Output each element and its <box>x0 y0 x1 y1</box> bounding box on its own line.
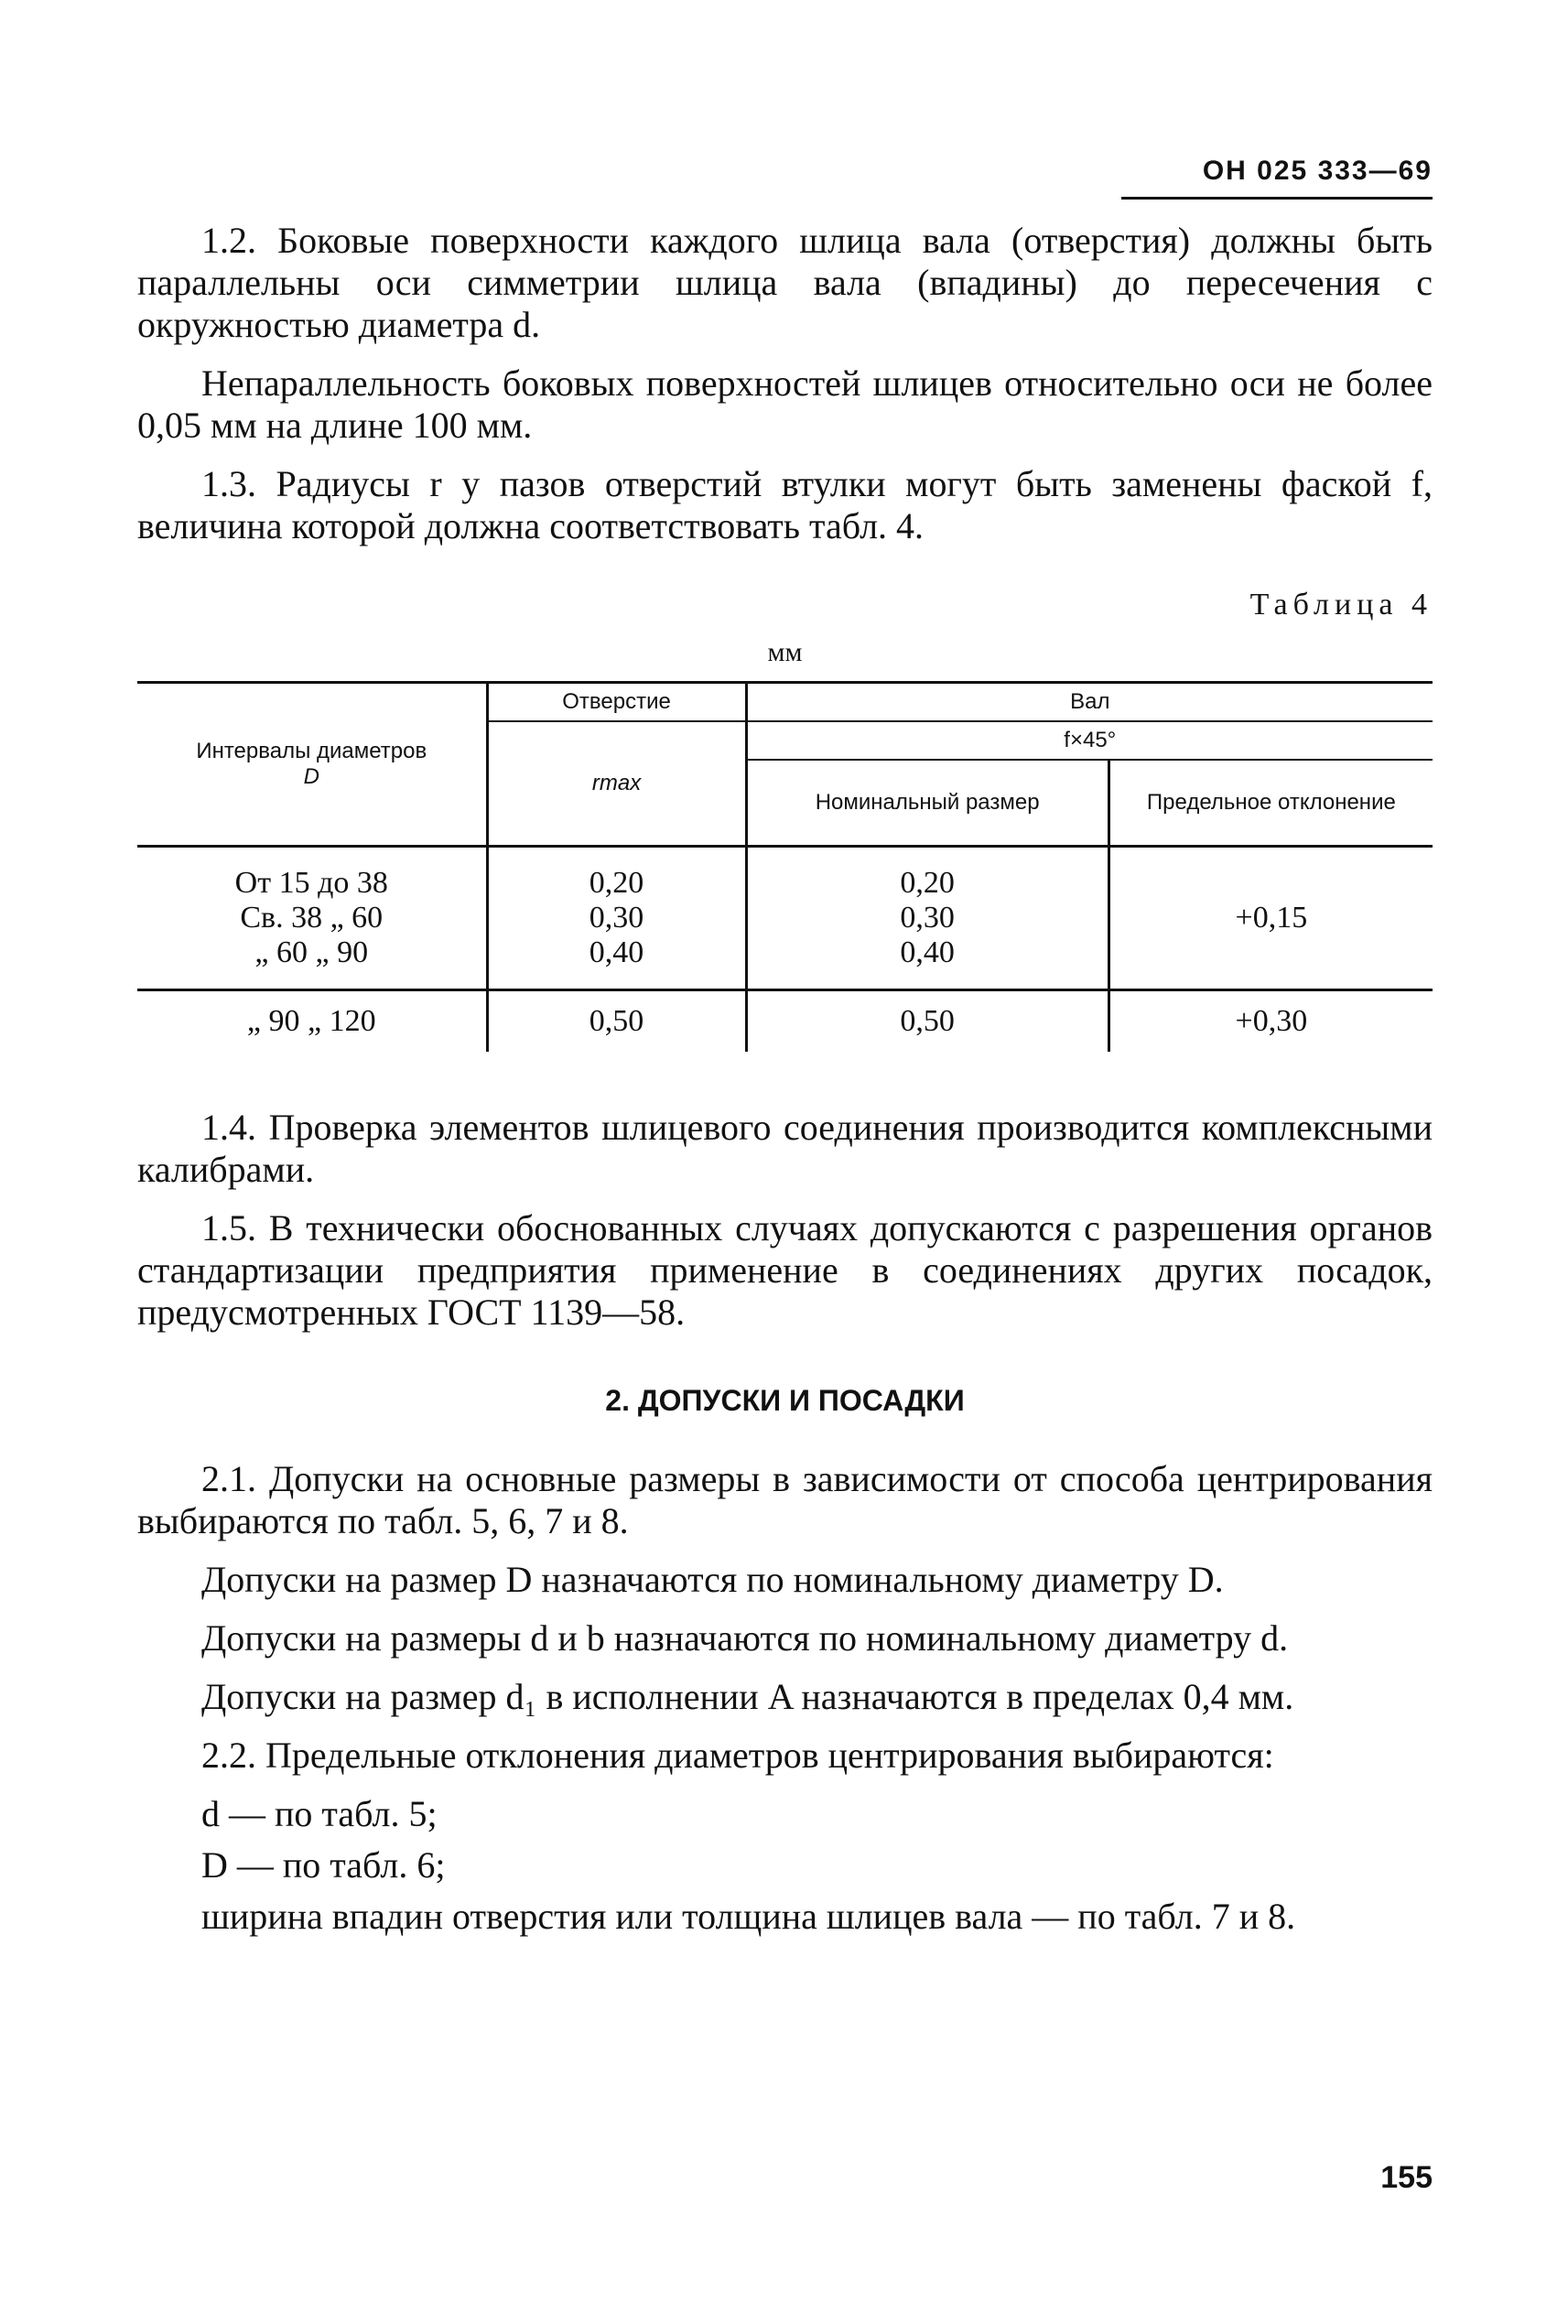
list-item: D — по табл. 6; <box>201 1844 446 1886</box>
paragraph-tolerance-d1: Допуски на размер d₁ в исполнении A назначаются в пределах 0,4 мм. <box>201 1676 1294 1717</box>
header-rmax: rmax <box>487 721 746 847</box>
header-chamfer: f×45° <box>746 721 1433 760</box>
paragraph-tolerance-d-b: Допуски на размеры d и b назначаются по номинальному диаметру d. <box>201 1617 1289 1659</box>
paragraph-2-1: 2.1. Допуски на основные размеры в зависимости от способа центрирования выбираются по табл. 5, 6, 7 и 8. <box>137 1458 1433 1541</box>
cell-deviation-group2: +0,30 <box>1108 990 1433 1053</box>
table-row <box>137 847 1433 990</box>
nominal-value: 0,40 <box>900 935 955 969</box>
header-intervals-symbol: D <box>303 764 319 789</box>
header-deviation: Предельное отклонение <box>1108 760 1433 847</box>
interval-60-90: „ 60 „ 90 <box>254 935 369 969</box>
paragraph-2-2: 2.2. Предельные отклонения диаметров центрирования выбираются: <box>201 1735 1274 1776</box>
document-body <box>137 220 1433 1954</box>
header-nominal: Номинальный размер <box>746 760 1108 847</box>
rmax-value: 0,40 <box>589 935 644 969</box>
header-hole: Отверстие <box>487 683 746 722</box>
table-row <box>137 990 1433 1053</box>
list-item: ширина впадин отверстия или толщина шлицев вала — по табл. 7 и 8. <box>201 1896 1296 1937</box>
cell-rmax-group1 <box>487 847 746 990</box>
paragraph-nonparallel: Непараллельность боковых поверхностей шлицев относительно оси не более 0,05 мм на длине 100 мм. <box>137 362 1433 446</box>
paragraph-tolerance-D: Допуски на размер D назначаются по номинальному диаметру D. <box>201 1559 1224 1600</box>
header-rule <box>1121 197 1433 200</box>
cell-nominal-group1 <box>746 847 1108 990</box>
list-item: d — по табл. 5; <box>201 1793 438 1834</box>
table-units: мм <box>767 637 803 667</box>
table-4 <box>137 681 1433 1052</box>
paragraph-1-5: 1.5. В технически обоснованных случаях допускаются с разрешения органов стандартизации предприятия применение в соединениях других посадок, предусмотренных ГОСТ 1139—58. <box>137 1207 1433 1333</box>
paragraph-1-3: 1.3. Радиусы r у пазов отверстий втулки могут быть заменены фаской f, величина которой должна соответствовать табл. 4. <box>137 463 1433 546</box>
interval-38-60: Св. 38 „ 60 <box>240 901 384 935</box>
rmax-value: 0,30 <box>589 901 644 935</box>
header-shaft: Вал <box>746 683 1433 722</box>
table-caption: Таблица 4 <box>1249 588 1433 622</box>
cell-deviation-group1: +0,15 <box>1108 847 1433 990</box>
cell-intervals-group1 <box>137 847 487 990</box>
header-intervals-label: Интервалы диаметров <box>196 739 427 763</box>
nominal-value: 0,20 <box>900 866 955 900</box>
nominal-value: 0,30 <box>900 901 955 935</box>
cell-nominal-group2: 0,50 <box>746 990 1108 1053</box>
cell-interval-90-120: „ 90 „ 120 <box>246 1004 376 1038</box>
rmax-value: 0,20 <box>589 866 644 900</box>
header-intervals <box>137 683 487 847</box>
page-number: 155 <box>1380 2160 1433 2195</box>
paragraph-1-2: 1.2. Боковые поверхности каждого шлица вала (отверстия) должны быть параллельны оси симметрии шлица вала (впадины) до пересечения с окружностью диаметра d. <box>137 220 1433 345</box>
cell-rmax-group2: 0,50 <box>487 990 746 1053</box>
paragraph-1-4: 1.4. Проверка элементов шлицевого соединения производится комплексными калибрами. <box>137 1107 1433 1190</box>
section-2-title: 2. ДОПУСКИ И ПОСАДКИ <box>605 1384 965 1417</box>
document-code: ОН 025 333—69 <box>1202 156 1433 186</box>
interval-15-38: От 15 до 38 <box>234 866 388 900</box>
